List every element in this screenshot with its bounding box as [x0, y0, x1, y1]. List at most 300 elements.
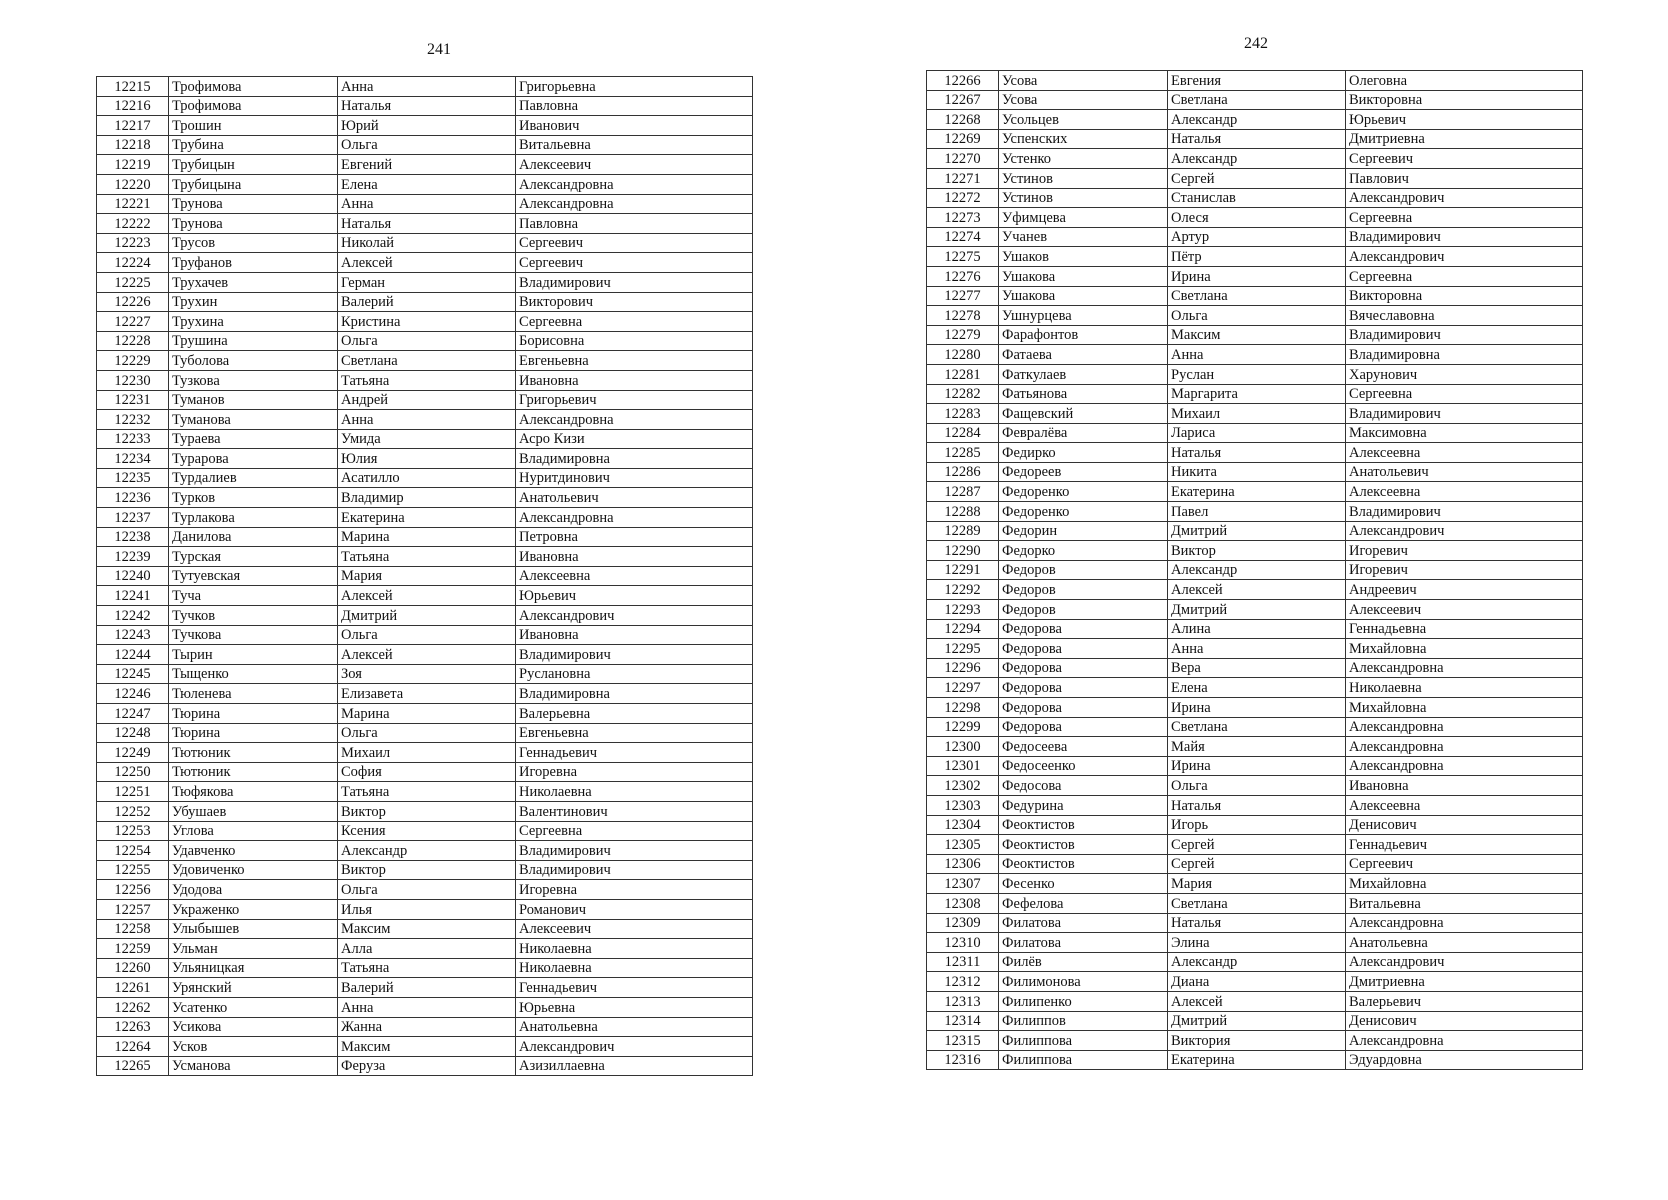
first-name-cell: Анна — [338, 410, 516, 430]
patronymic-cell: Александрович — [1346, 247, 1583, 267]
table-row — [927, 952, 1583, 972]
last-name-cell: Федирко — [999, 443, 1168, 463]
table-row — [927, 580, 1583, 600]
record-number-cell: 12313 — [927, 991, 999, 1011]
table-row — [97, 233, 753, 253]
table-row — [927, 286, 1583, 306]
last-name-cell: Тутуевская — [169, 566, 338, 586]
patronymic-cell: Николаевна — [516, 958, 753, 978]
first-name-cell: Ирина — [1168, 756, 1346, 776]
record-number-cell: 12311 — [927, 952, 999, 972]
last-name-cell: Турарова — [169, 449, 338, 469]
last-name-cell: Феоктистов — [999, 835, 1168, 855]
patronymic-cell: Павловна — [516, 214, 753, 234]
left-page — [96, 40, 756, 1076]
first-name-cell: Александр — [1168, 149, 1346, 169]
record-number-cell: 12308 — [927, 893, 999, 913]
first-name-cell: Анна — [1168, 639, 1346, 659]
patronymic-cell: Александровна — [1346, 1031, 1583, 1051]
last-name-cell: Тютюник — [169, 743, 338, 763]
record-number-cell: 12229 — [97, 351, 169, 371]
record-number-cell: 12307 — [927, 874, 999, 894]
table-row — [97, 468, 753, 488]
first-name-cell: Светлана — [1168, 286, 1346, 306]
first-name-cell: Ольга — [338, 723, 516, 743]
first-name-cell: Алексей — [338, 586, 516, 606]
last-name-cell: Удовиченко — [169, 860, 338, 880]
record-number-cell: 12288 — [927, 502, 999, 522]
last-name-cell: Усольцев — [999, 110, 1168, 130]
last-name-cell: Тыщенко — [169, 664, 338, 684]
last-name-cell: Труфанов — [169, 253, 338, 273]
record-number-cell: 12300 — [927, 737, 999, 757]
patronymic-cell: Александрович — [1346, 952, 1583, 972]
last-name-cell: Тюрина — [169, 723, 338, 743]
last-name-cell: Турдалиев — [169, 468, 338, 488]
table-row — [97, 116, 753, 136]
first-name-cell: Станислав — [1168, 188, 1346, 208]
last-name-cell: Трухина — [169, 312, 338, 332]
record-number-cell: 12225 — [97, 272, 169, 292]
first-name-cell: Дмитрий — [1168, 600, 1346, 620]
first-name-cell: Екатерина — [1168, 482, 1346, 502]
table-row — [97, 253, 753, 273]
last-name-cell: Фефелова — [999, 893, 1168, 913]
patronymic-cell: Ивановна — [516, 625, 753, 645]
patronymic-cell: Алексеевна — [1346, 482, 1583, 502]
record-number-cell: 12252 — [97, 801, 169, 821]
first-name-cell: Светлана — [338, 351, 516, 371]
last-name-cell: Филатова — [999, 913, 1168, 933]
first-name-cell: Валерий — [338, 292, 516, 312]
patronymic-cell: Витальевна — [516, 135, 753, 155]
last-name-cell: Филиппов — [999, 1011, 1168, 1031]
patronymic-cell: Сергеевна — [1346, 208, 1583, 228]
record-number-cell: 12314 — [927, 1011, 999, 1031]
patronymic-cell: Александровна — [516, 194, 753, 214]
record-number-cell: 12289 — [927, 521, 999, 541]
first-name-cell: Андрей — [338, 390, 516, 410]
table-row — [927, 756, 1583, 776]
first-name-cell: Ирина — [1168, 698, 1346, 718]
last-name-cell: Усатенко — [169, 997, 338, 1017]
record-number-cell: 12297 — [927, 678, 999, 698]
first-name-cell: Умида — [338, 429, 516, 449]
first-name-cell: Татьяна — [338, 370, 516, 390]
first-name-cell: Майя — [1168, 737, 1346, 757]
record-number-cell: 12254 — [97, 841, 169, 861]
record-number-cell: 12227 — [97, 312, 169, 332]
first-name-cell: София — [338, 762, 516, 782]
left-roster-table — [96, 76, 753, 1076]
table-row — [927, 502, 1583, 522]
last-name-cell: Федоренко — [999, 482, 1168, 502]
first-name-cell: Сергей — [1168, 168, 1346, 188]
table-row — [927, 423, 1583, 443]
first-name-cell: Анна — [338, 997, 516, 1017]
table-row — [97, 684, 753, 704]
first-name-cell: Владимир — [338, 488, 516, 508]
table-row — [97, 272, 753, 292]
first-name-cell: Виктор — [1168, 541, 1346, 561]
table-row — [97, 488, 753, 508]
table-row — [97, 370, 753, 390]
last-name-cell: Федорко — [999, 541, 1168, 561]
record-number-cell: 12295 — [927, 639, 999, 659]
last-name-cell: Трунова — [169, 214, 338, 234]
patronymic-cell: Владимирович — [1346, 404, 1583, 424]
patronymic-cell: Николаевна — [1346, 678, 1583, 698]
first-name-cell: Александр — [1168, 110, 1346, 130]
record-number-cell: 12253 — [97, 821, 169, 841]
first-name-cell: Виктор — [338, 860, 516, 880]
last-name-cell: Фатьянова — [999, 384, 1168, 404]
last-name-cell: Федоренко — [999, 502, 1168, 522]
first-name-cell: Артур — [1168, 227, 1346, 247]
record-number-cell: 12286 — [927, 462, 999, 482]
first-name-cell: Алина — [1168, 619, 1346, 639]
record-number-cell: 12267 — [927, 90, 999, 110]
patronymic-cell: Александровна — [516, 508, 753, 528]
left-page-number: 241 — [427, 41, 451, 58]
record-number-cell: 12281 — [927, 364, 999, 384]
last-name-cell: Тураева — [169, 429, 338, 449]
table-row — [97, 782, 753, 802]
patronymic-cell: Михайловна — [1346, 698, 1583, 718]
patronymic-cell: Игоревич — [1346, 560, 1583, 580]
first-name-cell: Михаил — [338, 743, 516, 763]
table-row — [97, 96, 753, 116]
record-number-cell: 12285 — [927, 443, 999, 463]
patronymic-cell: Александровна — [1346, 913, 1583, 933]
first-name-cell: Зоя — [338, 664, 516, 684]
record-number-cell: 12299 — [927, 717, 999, 737]
last-name-cell: Устенко — [999, 149, 1168, 169]
table-row — [927, 325, 1583, 345]
last-name-cell: Удавченко — [169, 841, 338, 861]
patronymic-cell: Борисовна — [516, 331, 753, 351]
table-row — [97, 625, 753, 645]
table-row — [97, 801, 753, 821]
table-row — [927, 129, 1583, 149]
last-name-cell: Филипенко — [999, 991, 1168, 1011]
record-number-cell: 12274 — [927, 227, 999, 247]
table-row — [927, 619, 1583, 639]
record-number-cell: 12316 — [927, 1050, 999, 1070]
table-row — [97, 77, 753, 97]
record-number-cell: 12224 — [97, 253, 169, 273]
table-row — [97, 410, 753, 430]
record-number-cell: 12259 — [97, 939, 169, 959]
last-name-cell: Уфимцева — [999, 208, 1168, 228]
patronymic-cell: Алексеевич — [516, 155, 753, 175]
record-number-cell: 12221 — [97, 194, 169, 214]
table-row — [927, 717, 1583, 737]
record-number-cell: 12245 — [97, 664, 169, 684]
last-name-cell: Трубина — [169, 135, 338, 155]
patronymic-cell: Петровна — [516, 527, 753, 547]
record-number-cell: 12309 — [927, 913, 999, 933]
first-name-cell: Дмитрий — [1168, 1011, 1346, 1031]
patronymic-cell: Геннадьевич — [516, 978, 753, 998]
record-number-cell: 12226 — [97, 292, 169, 312]
patronymic-cell: Геннадьевна — [1346, 619, 1583, 639]
record-number-cell: 12235 — [97, 468, 169, 488]
record-number-cell: 12312 — [927, 972, 999, 992]
last-name-cell: Фаткулаев — [999, 364, 1168, 384]
table-row — [97, 174, 753, 194]
patronymic-cell: Сергеевич — [1346, 149, 1583, 169]
record-number-cell: 12271 — [927, 168, 999, 188]
table-row — [97, 351, 753, 371]
patronymic-cell: Нуритдинович — [516, 468, 753, 488]
table-row — [97, 586, 753, 606]
table-row — [927, 404, 1583, 424]
patronymic-cell: Алексеевна — [516, 566, 753, 586]
last-name-cell: Турская — [169, 547, 338, 567]
patronymic-cell: Сергеевич — [516, 253, 753, 273]
table-row — [97, 939, 753, 959]
table-row — [927, 521, 1583, 541]
table-row — [927, 893, 1583, 913]
last-name-cell: Турков — [169, 488, 338, 508]
record-number-cell: 12280 — [927, 345, 999, 365]
table-row — [927, 835, 1583, 855]
last-name-cell: Фащевский — [999, 404, 1168, 424]
last-name-cell: Тюфякова — [169, 782, 338, 802]
patronymic-cell: Викторович — [516, 292, 753, 312]
table-row — [97, 527, 753, 547]
first-name-cell: Сергей — [1168, 854, 1346, 874]
first-name-cell: Татьяна — [338, 782, 516, 802]
first-name-cell: Наталья — [1168, 443, 1346, 463]
last-name-cell: Ушнурцева — [999, 306, 1168, 326]
last-name-cell: Филёв — [999, 952, 1168, 972]
last-name-cell: Ульяницкая — [169, 958, 338, 978]
first-name-cell: Павел — [1168, 502, 1346, 522]
last-name-cell: Тюленева — [169, 684, 338, 704]
patronymic-cell: Алексеевна — [1346, 795, 1583, 815]
last-name-cell: Федорин — [999, 521, 1168, 541]
last-name-cell: Трушина — [169, 331, 338, 351]
patronymic-cell: Денисович — [1346, 815, 1583, 835]
patronymic-cell: Сергеевич — [1346, 854, 1583, 874]
last-name-cell: Федосова — [999, 776, 1168, 796]
record-number-cell: 12237 — [97, 508, 169, 528]
patronymic-cell: Валерьевна — [516, 704, 753, 724]
last-name-cell: Украженко — [169, 899, 338, 919]
patronymic-cell: Николаевна — [516, 782, 753, 802]
last-name-cell: Убушаев — [169, 801, 338, 821]
first-name-cell: Элина — [1168, 933, 1346, 953]
patronymic-cell: Владимирович — [516, 860, 753, 880]
first-name-cell: Анна — [338, 194, 516, 214]
patronymic-cell: Игоревич — [1346, 541, 1583, 561]
patronymic-cell: Алексеевна — [1346, 443, 1583, 463]
table-row — [97, 508, 753, 528]
record-number-cell: 12315 — [927, 1031, 999, 1051]
table-row — [927, 678, 1583, 698]
record-number-cell: 12278 — [927, 306, 999, 326]
first-name-cell: Ксения — [338, 821, 516, 841]
last-name-cell: Учанев — [999, 227, 1168, 247]
table-row — [927, 443, 1583, 463]
table-row — [97, 723, 753, 743]
table-row — [927, 364, 1583, 384]
last-name-cell: Федоров — [999, 580, 1168, 600]
table-row — [97, 1037, 753, 1057]
last-name-cell: Фесенко — [999, 874, 1168, 894]
last-name-cell: Тютюник — [169, 762, 338, 782]
first-name-cell: Светлана — [1168, 90, 1346, 110]
last-name-cell: Филатова — [999, 933, 1168, 953]
patronymic-cell: Алексеевич — [516, 919, 753, 939]
record-number-cell: 12298 — [927, 698, 999, 718]
patronymic-cell: Ивановна — [516, 370, 753, 390]
record-number-cell: 12249 — [97, 743, 169, 763]
last-name-cell: Углова — [169, 821, 338, 841]
first-name-cell: Николай — [338, 233, 516, 253]
first-name-cell: Лариса — [1168, 423, 1346, 443]
last-name-cell: Федорова — [999, 717, 1168, 737]
first-name-cell: Вера — [1168, 658, 1346, 678]
record-number-cell: 12248 — [97, 723, 169, 743]
table-row — [927, 541, 1583, 561]
patronymic-cell: Викторовна — [1346, 286, 1583, 306]
left-roster-body — [97, 77, 753, 1076]
first-name-cell: Елизавета — [338, 684, 516, 704]
last-name-cell: Трусов — [169, 233, 338, 253]
table-row — [97, 390, 753, 410]
table-row — [927, 600, 1583, 620]
patronymic-cell: Вячеславовна — [1346, 306, 1583, 326]
last-name-cell: Трухачев — [169, 272, 338, 292]
patronymic-cell: Валентинович — [516, 801, 753, 821]
patronymic-cell: Витальевна — [1346, 893, 1583, 913]
record-number-cell: 12302 — [927, 776, 999, 796]
table-row — [927, 208, 1583, 228]
first-name-cell: Анна — [1168, 345, 1346, 365]
last-name-cell: Ульман — [169, 939, 338, 959]
first-name-cell: Алексей — [1168, 991, 1346, 1011]
first-name-cell: Ольга — [338, 135, 516, 155]
first-name-cell: Ольга — [1168, 306, 1346, 326]
first-name-cell: Мария — [338, 566, 516, 586]
record-number-cell: 12220 — [97, 174, 169, 194]
table-row — [97, 606, 753, 626]
table-row — [97, 135, 753, 155]
last-name-cell: Трубицына — [169, 174, 338, 194]
record-number-cell: 12246 — [97, 684, 169, 704]
patronymic-cell: Геннадьевич — [516, 743, 753, 763]
patronymic-cell: Алексеевич — [1346, 600, 1583, 620]
last-name-cell: Феоктистов — [999, 854, 1168, 874]
patronymic-cell: Григорьевна — [516, 77, 753, 97]
patronymic-cell: Владимирович — [1346, 227, 1583, 247]
patronymic-cell: Александровна — [1346, 737, 1583, 757]
patronymic-cell: Владимирович — [516, 645, 753, 665]
table-row — [97, 194, 753, 214]
patronymic-cell: Александрович — [516, 1037, 753, 1057]
table-row — [927, 188, 1583, 208]
table-row — [97, 155, 753, 175]
patronymic-cell: Максимовна — [1346, 423, 1583, 443]
last-name-cell: Трунова — [169, 194, 338, 214]
patronymic-cell: Валерьевич — [1346, 991, 1583, 1011]
right-page-number: 242 — [1244, 35, 1268, 52]
first-name-cell: Екатерина — [1168, 1050, 1346, 1070]
last-name-cell: Трофимова — [169, 96, 338, 116]
record-number-cell: 12296 — [927, 658, 999, 678]
record-number-cell: 12265 — [97, 1056, 169, 1076]
first-name-cell: Ирина — [1168, 266, 1346, 286]
table-row — [927, 1050, 1583, 1070]
last-name-cell: Ушаков — [999, 247, 1168, 267]
record-number-cell: 12292 — [927, 580, 999, 600]
last-name-cell: Тучкова — [169, 625, 338, 645]
table-row — [927, 384, 1583, 404]
table-row — [927, 913, 1583, 933]
first-name-cell: Евгения — [1168, 71, 1346, 91]
patronymic-cell: Сергеевна — [516, 821, 753, 841]
last-name-cell: Успенских — [999, 129, 1168, 149]
patronymic-cell: Сергеевич — [516, 233, 753, 253]
first-name-cell: Алексей — [1168, 580, 1346, 600]
record-number-cell: 12215 — [97, 77, 169, 97]
last-name-cell: Трубицын — [169, 155, 338, 175]
first-name-cell: Наталья — [1168, 795, 1346, 815]
record-number-cell: 12250 — [97, 762, 169, 782]
first-name-cell: Максим — [338, 919, 516, 939]
last-name-cell: Фатаева — [999, 345, 1168, 365]
record-number-cell: 12291 — [927, 560, 999, 580]
patronymic-cell: Олеговна — [1346, 71, 1583, 91]
table-row — [927, 639, 1583, 659]
patronymic-cell: Харунович — [1346, 364, 1583, 384]
last-name-cell: Улыбышев — [169, 919, 338, 939]
last-name-cell: Усикова — [169, 1017, 338, 1037]
last-name-cell: Федорова — [999, 658, 1168, 678]
patronymic-cell: Сергеевна — [516, 312, 753, 332]
last-name-cell: Ушакова — [999, 286, 1168, 306]
patronymic-cell: Геннадьевич — [1346, 835, 1583, 855]
table-row — [97, 860, 753, 880]
first-name-cell: Олеся — [1168, 208, 1346, 228]
table-row — [927, 991, 1583, 1011]
table-row — [927, 247, 1583, 267]
table-row — [97, 958, 753, 978]
record-number-cell: 12293 — [927, 600, 999, 620]
first-name-cell: Ольга — [338, 331, 516, 351]
last-name-cell: Федореев — [999, 462, 1168, 482]
first-name-cell: Максим — [1168, 325, 1346, 345]
first-name-cell: Светлана — [1168, 717, 1346, 737]
last-name-cell: Феоктистов — [999, 815, 1168, 835]
table-row — [97, 429, 753, 449]
first-name-cell: Игорь — [1168, 815, 1346, 835]
last-name-cell: Федоров — [999, 560, 1168, 580]
patronymic-cell: Асро Кизи — [516, 429, 753, 449]
table-row — [927, 168, 1583, 188]
record-number-cell: 12306 — [927, 854, 999, 874]
last-name-cell: Федоров — [999, 600, 1168, 620]
last-name-cell: Трошин — [169, 116, 338, 136]
first-name-cell: Алексей — [338, 645, 516, 665]
table-row — [97, 899, 753, 919]
patronymic-cell: Ивановна — [516, 547, 753, 567]
table-row — [97, 821, 753, 841]
patronymic-cell: Сергеевна — [1346, 266, 1583, 286]
